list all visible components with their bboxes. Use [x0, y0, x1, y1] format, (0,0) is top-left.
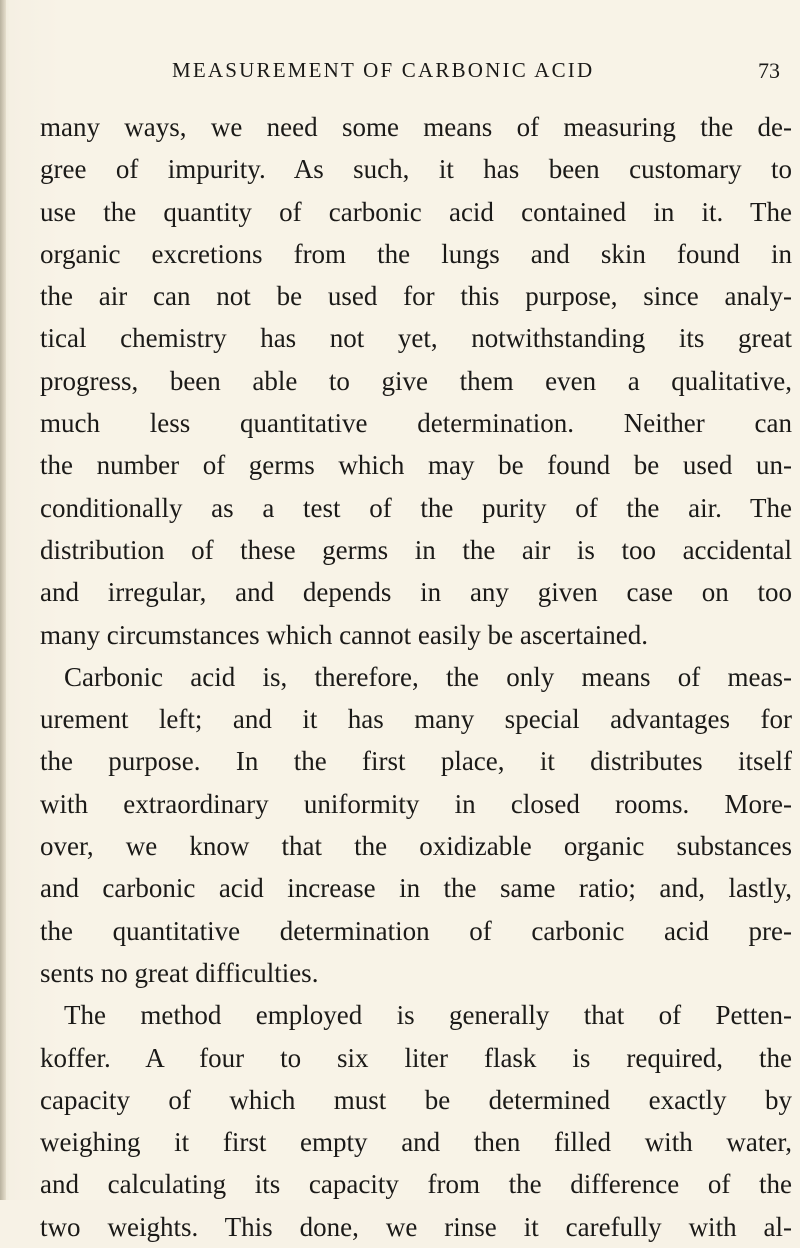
page-binding-edge — [0, 0, 6, 1200]
text-line: tical chemistry has not yet, notwithstanding its great — [40, 323, 792, 354]
text-line: many ways, we need some means of measuring the de- — [40, 112, 792, 142]
text-line: the purpose. In the first place, it distributes itself — [40, 746, 792, 777]
text-line: much less quantitative determination. Neither can — [40, 408, 792, 439]
text-line: and irregular, and depends in any given case on too — [40, 577, 792, 608]
text-line: distribution of these germs in the air is too accidental — [40, 534, 792, 565]
running-head — [40, 58, 780, 88]
text-line: use the quantity of carbonic acid contained in it. The — [40, 196, 792, 227]
text-line: over, we know that the oxidizable organic substances — [40, 831, 792, 862]
text-line: urement left; and it has many special advantages for — [40, 704, 792, 735]
text-line: with extraordinary uniformity in closed rooms. More- — [40, 788, 792, 819]
running-head-title: MEASUREMENT OF CARBONIC ACID — [172, 58, 595, 82]
text-line-paragraph-start: Carbonic acid is, therefore, the only means of meas- — [64, 661, 792, 692]
body-text — [40, 106, 792, 1248]
text-line: weighing it first empty and then filled with water, — [40, 1127, 792, 1158]
text-line: the air can not be used for this purpose, since analy- — [40, 281, 792, 312]
text-line-paragraph-start: The method employed is generally that of Petten- — [64, 1000, 792, 1031]
text-line: many circumstances which cannot easily be ascertained. — [40, 619, 649, 650]
text-line: the number of germs which may be found be used un- — [40, 450, 792, 481]
text-line: capacity of which must be determined exactly by — [40, 1084, 792, 1115]
text-line: organic excretions from the lungs and skin found in — [40, 238, 792, 269]
page-number: 73 — [758, 58, 780, 83]
text-line: the quantitative determination of carbonic acid pre- — [40, 915, 792, 946]
text-line: gree of impurity. As such, it has been customary to — [40, 154, 792, 185]
text-line: and calculating its capacity from the difference of the — [40, 1169, 792, 1200]
text-line: two weights. This done, we rinse it carefully with al- — [40, 1211, 792, 1242]
text-line: koffer. A four to six liter flask is required, the — [40, 1042, 792, 1073]
text-line: progress, been able to give them even a qualitative, — [40, 365, 792, 396]
text-line: conditionally as a test of the purity of the air. The — [40, 492, 792, 523]
text-line: sents no great difficulties. — [40, 957, 319, 988]
text-line: and carbonic acid increase in the same ratio; and, lastly, — [40, 873, 792, 904]
